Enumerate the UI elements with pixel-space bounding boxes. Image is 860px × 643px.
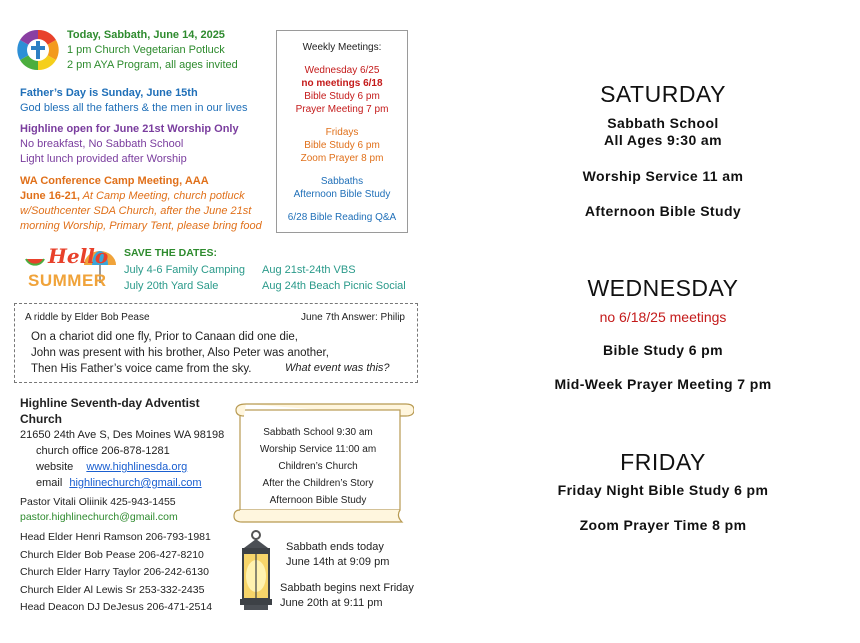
riddle-box bbox=[14, 303, 418, 383]
camp-title: WA Conference Camp Meeting, AAA bbox=[20, 175, 209, 187]
scroll-line-1: Sabbath School 9:30 am bbox=[263, 427, 373, 438]
saturday-item-2: Worship Service 11 am bbox=[582, 168, 744, 184]
riddle-header: A riddle by Elder Bob Pease bbox=[25, 312, 150, 323]
saturday-heading: SATURDAY bbox=[600, 81, 726, 107]
save-date-1: July 4-6 Family Camping bbox=[124, 264, 246, 276]
weekly-title: Weekly Meetings: bbox=[302, 42, 382, 53]
wednesday-heading: WEDNESDAY bbox=[587, 275, 739, 301]
highline-announcement bbox=[20, 122, 239, 167]
summer-logo-summer: SUMMER bbox=[28, 271, 107, 290]
church-email-link[interactable]: highlinechurch@gmail.com bbox=[69, 477, 202, 489]
fathers-title: Father’s Day is Sunday, June 15th bbox=[20, 87, 198, 99]
today-title: Today, Sabbath, June 14, 2025 bbox=[67, 29, 225, 41]
riddle-line-1: On a chariot did one fly, Prior to Canaan did one die, bbox=[31, 331, 299, 343]
camp-line-1: At Camp Meeting, church potluck bbox=[79, 190, 245, 202]
save-date-2: Aug 21st-24th VBS bbox=[262, 264, 356, 276]
sabbath-ends bbox=[286, 540, 389, 570]
elder-row: Church Elder Harry Taylor 206-242-6130 bbox=[20, 566, 209, 578]
sabbath-begins-line-2: June 20th at 9:11 pm bbox=[280, 597, 383, 609]
wednesday-note: no 6/18/25 meetings bbox=[599, 309, 727, 325]
today-announcement bbox=[67, 28, 238, 73]
scroll-line-4: After the Children’s Story bbox=[262, 478, 374, 489]
save-date-3: July 20th Yard Sale bbox=[124, 280, 219, 292]
friday-heading: FRIDAY bbox=[620, 449, 706, 475]
church-website-link[interactable]: www.highlinesda.org bbox=[86, 461, 188, 473]
camp-line-3: morning Worship, Primary Tent, please bring food bbox=[20, 220, 262, 232]
weekly-wed-study: Bible Study 6 pm bbox=[304, 91, 380, 102]
riddle-answer: June 7th Answer: Philip bbox=[301, 312, 405, 323]
church-website-label: website bbox=[36, 461, 74, 473]
save-date-4: Aug 24th Beach Picnic Social bbox=[262, 280, 406, 292]
scroll-line-3: Children’s Church bbox=[278, 461, 358, 472]
weekly-fri: Fridays bbox=[325, 127, 359, 138]
saturday-item-3: Afternoon Bible Study bbox=[584, 203, 742, 219]
camp-line-2: w/Southcenter SDA Church, after the June 21st bbox=[20, 205, 252, 217]
church-email-label: email bbox=[36, 477, 63, 489]
weekly-meetings-box bbox=[276, 30, 408, 233]
fathers-day-announcement bbox=[20, 86, 247, 116]
summer-logo-hello: Hello bbox=[48, 244, 109, 268]
fathers-line: God bless all the fathers & the men in our lives bbox=[20, 102, 248, 114]
highline-line-1: No breakfast, No Sabbath School bbox=[20, 138, 184, 150]
camp-meeting-announcement bbox=[20, 174, 262, 234]
scroll-line-5: Afternoon Bible Study bbox=[269, 495, 367, 506]
saturday-item-1b: All Ages 9:30 am bbox=[604, 132, 722, 148]
highline-title: Highline open for June 21st Worship Only bbox=[20, 123, 239, 135]
riddle-line-2: John was present with his brother, Also Peter was another, bbox=[31, 347, 329, 359]
sabbath-begins-line-1: Sabbath begins next Friday bbox=[280, 582, 414, 594]
church-name: Highline Seventh-day Adventist Church bbox=[20, 396, 200, 426]
scroll-line-2: Worship Service 11:00 am bbox=[259, 444, 377, 455]
elders-list bbox=[20, 529, 212, 617]
elder-row: Head Deacon DJ DeJesus 206-471-2514 bbox=[20, 601, 213, 613]
riddle-line-3: Then His Father’s voice came from the sky. bbox=[31, 363, 252, 375]
weekly-wed-date: Wednesday 6/25 bbox=[304, 65, 380, 76]
sabbath-ends-line-1: Sabbath ends today bbox=[286, 541, 384, 553]
pastor-email: pastor.highlinechurch@gmail.com bbox=[20, 511, 178, 523]
wednesday-item-1: Bible Study 6 pm bbox=[603, 342, 723, 358]
sabbath-begins bbox=[280, 581, 414, 611]
elder-row: Church Elder Bob Pease 206-427-8210 bbox=[20, 548, 204, 561]
sabbath-ends-line-2: June 14th at 9:09 pm bbox=[286, 556, 390, 568]
hello-summer-logo bbox=[22, 243, 118, 297]
weekly-qa: 6/28 Bible Reading Q&A bbox=[287, 212, 397, 223]
pastor-info bbox=[20, 495, 178, 525]
today-line-1: 1 pm Church Vegetarian Potluck bbox=[67, 44, 225, 56]
camp-dates: June 16-21, bbox=[20, 190, 80, 202]
weekly-fri-zoom: Zoom Prayer 8 pm bbox=[300, 153, 384, 164]
church-logo bbox=[16, 28, 60, 72]
lantern-image bbox=[234, 530, 278, 612]
weekly-sab: Sabbaths bbox=[320, 176, 364, 187]
highline-line-2: Light lunch provided after Worship bbox=[20, 153, 187, 165]
weekly-fri-study: Bible Study 6 pm bbox=[304, 140, 380, 151]
saturday-item-1a: Sabbath School bbox=[607, 115, 719, 131]
scroll-text bbox=[240, 424, 396, 509]
elder-row: Head Elder Henri Ramson 206-793-1981 bbox=[20, 531, 211, 543]
weekly-sab-study: Afternoon Bible Study bbox=[293, 189, 391, 200]
church-office: church office 206-878-1281 bbox=[36, 445, 170, 457]
weekly-wed-prayer: Prayer Meeting 7 pm bbox=[295, 104, 389, 115]
weekly-wed-none: no meetings 6/18 bbox=[301, 78, 383, 89]
friday-item-2: Zoom Prayer Time 8 pm bbox=[579, 517, 747, 533]
church-logo-icon bbox=[16, 28, 60, 72]
church-info bbox=[20, 395, 235, 491]
save-dates-title: SAVE THE DATES: bbox=[124, 247, 217, 259]
worship-scroll bbox=[232, 398, 414, 524]
today-line-2: 2 pm AYA Program, all ages invited bbox=[67, 59, 238, 71]
wednesday-item-2: Mid-Week Prayer Meeting 7 pm bbox=[554, 376, 772, 392]
riddle-question: What event was this? bbox=[285, 362, 390, 374]
lantern-icon bbox=[234, 530, 278, 612]
friday-item-1: Friday Night Bible Study 6 pm bbox=[557, 482, 769, 498]
elder-row: Church Elder Al Lewis Sr 253-332-2435 bbox=[20, 583, 205, 596]
pastor-name: Pastor Vitali Oliinik 425-943-1455 bbox=[20, 496, 176, 508]
church-address: 21650 24th Ave S, Des Moines WA 98198 bbox=[20, 429, 225, 441]
